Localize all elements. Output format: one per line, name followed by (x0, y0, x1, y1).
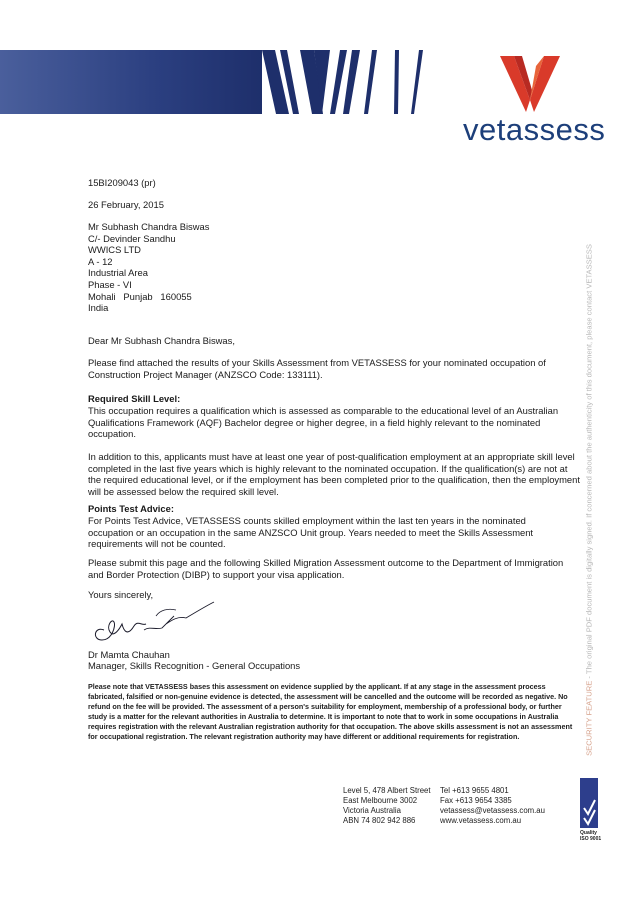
employment-paragraph (88, 451, 580, 497)
address-line: Industrial Area (88, 267, 148, 279)
points-test-line: requirements will not be counted. (88, 538, 226, 550)
submit-line: Please submit this page and the following Skilled Migration Assessment outcome to the Department of Immigration (88, 557, 564, 568)
submit-paragraph (88, 557, 563, 580)
disclaimer-line: study is a matter for the relevant authorities in Australia to determine. It is important to note that to work in some occupations in Australia (88, 712, 559, 721)
address-line: WWICS LTD (88, 244, 141, 256)
footer-email[interactable]: vetassess@vetassess.com.au (440, 806, 545, 815)
disclaimer-line: for occupational registration. The relevant registration authority may have different or additional requirements for registration. (88, 732, 520, 741)
footer-address (343, 786, 431, 826)
header-banner (0, 50, 440, 114)
employment-line: the required educational level, or if the employment has been completed prior to the qualification, then the employment (88, 474, 580, 486)
disclaimer-line: fabricated, falsified or non-genuine evidence is detected, the assessment will be cancelled and the outcome will be recorded as negative. No (88, 692, 568, 701)
footer-phone: Tel +613 9655 4801 (440, 786, 509, 795)
points-test-heading: Points Test Advice: (88, 503, 174, 514)
address-line: Mr Subhash Chandra Biswas (88, 221, 210, 232)
points-test-line: occupation or an occupation in the same ANZSCO Unit group. Years needed to meet the Skills Assessment (88, 526, 534, 538)
signatory-title: Manager, Skills Recognition - General Occupations (88, 660, 301, 671)
vetassess-logo-mark (500, 56, 560, 112)
footer-website[interactable]: www.vetassess.com.au (440, 816, 522, 825)
submit-line: and Border Protection (DIBP) to support your visa application. (88, 568, 345, 580)
intro-line: Please find attached the results of your Skills Assessment from VETASSESS for your nominated occupation of (88, 357, 546, 368)
security-feature-label: SECURITY FEATURE (584, 680, 594, 756)
required-skill-paragraph (88, 405, 558, 440)
security-feature-sidebar (582, 244, 596, 756)
footer-address-line: Level 5, 478 Albert Street (343, 786, 431, 795)
quality-text (580, 830, 604, 842)
intro-paragraph (88, 357, 546, 380)
signature (86, 596, 216, 648)
quality-line: ISO 9001 (580, 836, 602, 842)
required-skill-line: Qualifications Framework (AQF) Bachelor degree or higher degree, in a field highly relevant to the nominated (88, 416, 541, 428)
footer-address-line: East Melbourne 3002 (343, 796, 418, 805)
vetassess-logo-text: vetassess (463, 112, 606, 147)
disclaimer-line: requires registration with the relevant Australian registration authority for that occupation. The above skills assessment is not an assessment (88, 722, 573, 731)
points-test-paragraph (88, 515, 533, 550)
address-line: A - 12 (88, 255, 113, 267)
quality-badge-icon (580, 778, 598, 828)
footer-address-line: Victoria Australia (343, 806, 401, 815)
banner-graphic (0, 50, 440, 114)
signatory-name: Dr Mamta Chauhan (88, 649, 170, 660)
disclaimer-line: refund on the fee will be provided. The assessment of a person's suitability for employment, membership of a professional body, or further (88, 702, 562, 711)
points-test-line: For Points Test Advice, VETASSESS counts skilled employment within the last ten years in the nominated (88, 515, 526, 526)
employment-line: In addition to this, applicants must have at least one year of post-qualification employment at an appropriate skill level (88, 451, 575, 462)
security-feature-text: - The original PDF document is digitally signed. If concerned about the authenticity of this document, please contact VETASSESS (584, 244, 594, 681)
disclaimer-line: Please note that VETASSESS bases this assessment on evidence supplied by the applicant. If at any stage in the assessment process (88, 682, 546, 691)
salutation: Dear Mr Subhash Chandra Biswas, (88, 335, 235, 346)
address-line: Phase - VI (88, 278, 132, 290)
footer-contact (440, 786, 545, 826)
footer-fax: Fax +613 9654 3385 (440, 796, 512, 805)
disclaimer (88, 682, 573, 742)
required-skill-line: occupation. (88, 428, 136, 440)
address-line: C/- Devinder Sandhu (88, 232, 176, 244)
recipient-address (88, 221, 209, 314)
footer-address-line: ABN 74 802 942 886 (343, 816, 416, 825)
quality-certification-badge (580, 778, 604, 842)
required-skill-heading: Required Skill Level: (88, 393, 181, 404)
employment-line: will be assessed below the required skill level. (88, 485, 279, 497)
letter-date: 26 February, 2015 (88, 199, 164, 210)
address-line: India (88, 302, 109, 314)
quality-line: Quality (580, 830, 597, 836)
closing: Yours sincerely, (88, 589, 154, 600)
intro-line: Construction Project Manager (ANZSCO Code: 133111). (88, 368, 323, 380)
address-line: Mohali Punjab 160055 (88, 290, 192, 302)
employment-line: completed in the last five years which is highly relevant to the nominated occupation. If the qualification(s) are not at (88, 462, 568, 474)
required-skill-line: This occupation requires a qualification which is assessed as comparable to the educational level of an Australian (88, 405, 559, 416)
reference-number: 15BI209043 (pr) (88, 177, 156, 188)
